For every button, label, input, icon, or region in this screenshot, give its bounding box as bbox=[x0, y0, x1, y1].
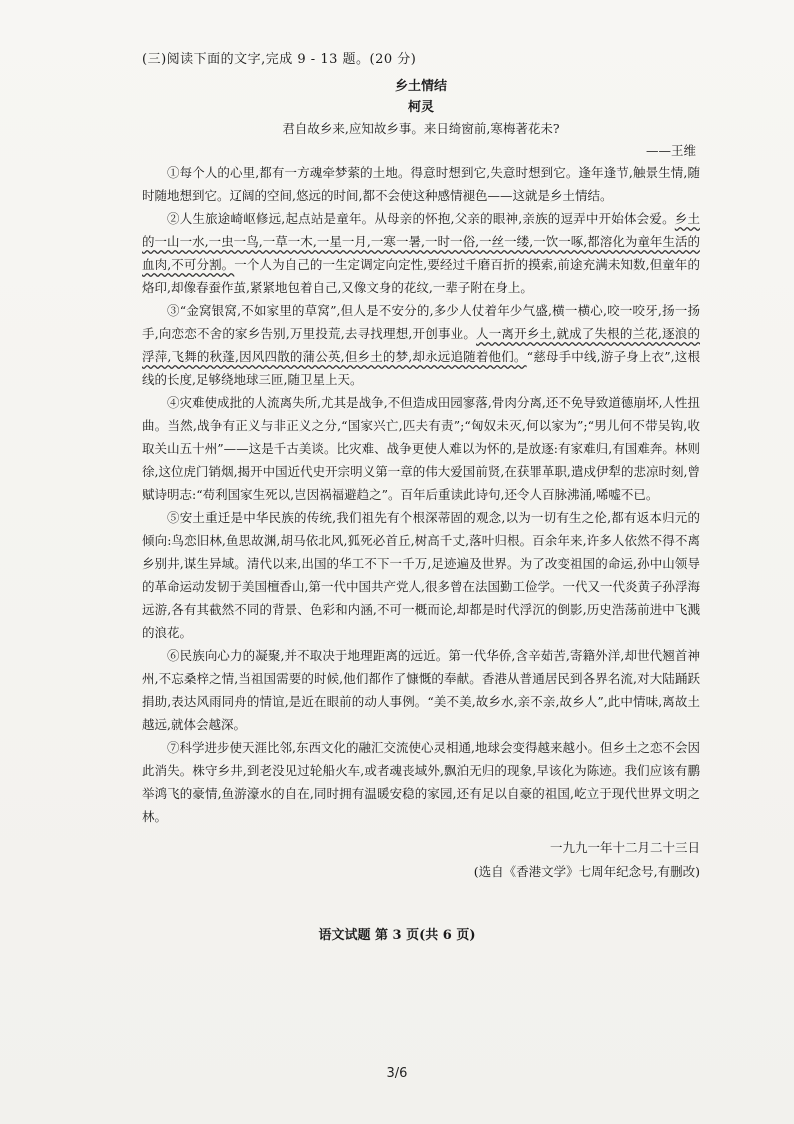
paragraph-6: ⑥民族向心力的凝聚,并不取决于地理距离的远近。第一代华侨,含辛茹苦,寄籍外洋,却世代翘首神州,不忘桑梓之情,当祖国需要的时候,他们都作了慷慨的奉献。香港从普通居民到各界名流,对大陆踊跃捐助,表达风雨同舟的情谊,是近在眼前的动人事例。“美不美,故乡水,亲不亲,故乡人”,此中情味,离故土越远,就体会越深。 bbox=[142, 648, 700, 732]
epigraph-source: ——王维 bbox=[645, 143, 696, 158]
page-footer: 语文试题 第 3 页(共 6 页) bbox=[318, 928, 476, 943]
paragraph-3-text-b: “慈母手中线,游子身上衣”,这根线的长度,足够绕地球三匝,随卫星上天。 bbox=[142, 349, 700, 387]
paragraph-4: ④灾难使成批的人流离失所,尤其是战争,不但造成田园寥落,骨肉分离,还不免导致道德崩坏,人性扭曲。当然,战争有正义与非正义之分,“国家兴亡,匹夫有责”;“匈奴未灭,何以家为”;“男儿何不带吴钩,收取关山五十州”——这是千古美谈。比灾难、战争更使人难以为怀的,是放逐:有家难归,有国难奔。林则徐,这位虎门销烟,揭开中国近代史开宗明义第一章的伟大爱国前贤,在获罪革职,遣戍伊犁的悲凉时刻,曾赋诗明志:“苟利国家生死以,岂因祸福避趋之”。百年后重读此诗句,还令人百脉沸涌,唏嘘不已。 bbox=[142, 395, 700, 502]
viewer-page-number: 3/6 bbox=[386, 1066, 408, 1081]
paragraph-2-text-b: 一个人为自己的一生定调定向定性,要经过千磨百折的摸索,前途充满未知数,但童年的烙印,却像春蚕作茧,紧紧地包着自己,又像文身的花纹,一辈子附在身上。 bbox=[142, 257, 700, 295]
passage-date: 一九九一年十二月二十三日 bbox=[549, 840, 700, 855]
paragraph-3-text-a: ③“金窝银窝,不如家里的草窝”,但人是不安分的,多少人仗着年少气盛,横一横心,咬一咬牙,扬一扬手,向恋恋不舍的家乡告别,万里投荒,去寻找理想,开创事业。 bbox=[142, 303, 700, 341]
paragraph-5: ⑤安土重迁是中华民族的传统,我们祖先有个根深蒂固的观念,以为一切有生之伦,都有返本归元的倾向:鸟恋旧林,鱼思故渊,胡马依北风,狐死必首丘,树高千丈,落叶归根。百余年来,许多人依然不得不离乡别井,谋生异域。清代以来,出国的华工不下一千万,足迹遍及世界。为了改变祖国的命运,孙中山领导的革命运动发韧于美国檀香山,第一代中国共产党人,很多曾在法国勤工俭学。一代又一代炎黄子孙浮海远游,各有其截然不同的背景、色彩和内涵,不可一概而论,却都是时代浮沉的倒影,历史浩荡前进中飞溅的浪花。 bbox=[142, 510, 700, 640]
paragraph-3-wavy-underline: 人一离开乡土,就成了失根的兰花,逐浪的浮萍,飞舞的秋蓬,因风四散的蒲公英,但乡土的梦,却永远追随着他们。 bbox=[142, 326, 700, 364]
paragraph-3 bbox=[142, 299, 700, 391]
passage-author: 柯灵 bbox=[407, 100, 434, 115]
passage-source: (选自《香港文学》七周年纪念号,有删改) bbox=[473, 864, 700, 879]
reading-passage bbox=[142, 48, 700, 880]
paragraph-2-text-a: ②人生旅途崎岖修远,起点站是童年。从母亲的怀抱,父亲的眼神,亲族的逗弄中开始体会爱。 bbox=[167, 211, 675, 226]
paragraph-1: ①每个人的心里,都有一方魂牵梦萦的土地。得意时想到它,失意时想到它。逢年逢节,触景生情,随时随地想到它。辽阔的空间,悠远的时间,都不会使这种感情褪色——这就是乡土情结。 bbox=[142, 165, 700, 203]
paragraph-7: ⑦科学进步使天涯比邻,东西文化的融汇交流使心灵相通,地球会变得越来越小。但乡土之恋不会因此消失。株守乡井,到老没见过轮船火车,或者魂丧域外,飘泊无归的现象,早该化为陈迹。我们应该有鹏举鸿飞的豪情,鱼游濠水的自在,同时拥有温暖安稳的家园,还有足以自豪的祖国,屹立于现代世界文明之林。 bbox=[142, 740, 700, 824]
epigraph: 君自故乡来,应知故乡事。来日绮窗前,寒梅著花未? bbox=[282, 121, 560, 136]
section-heading: (三)阅读下面的文字,完成 9 - 13 题。(20 分) bbox=[142, 52, 417, 67]
paragraph-2 bbox=[142, 207, 700, 299]
paragraph-2-wavy-underline: 乡土的一山一水,一虫一鸟,一草一木,一星一月,一寒一暑,一时一俗,一丝一缕,一饮一啄,都溶化为童年生活的血肉,不可分割。 bbox=[142, 211, 700, 272]
passage-title: 乡土情结 bbox=[394, 79, 447, 94]
